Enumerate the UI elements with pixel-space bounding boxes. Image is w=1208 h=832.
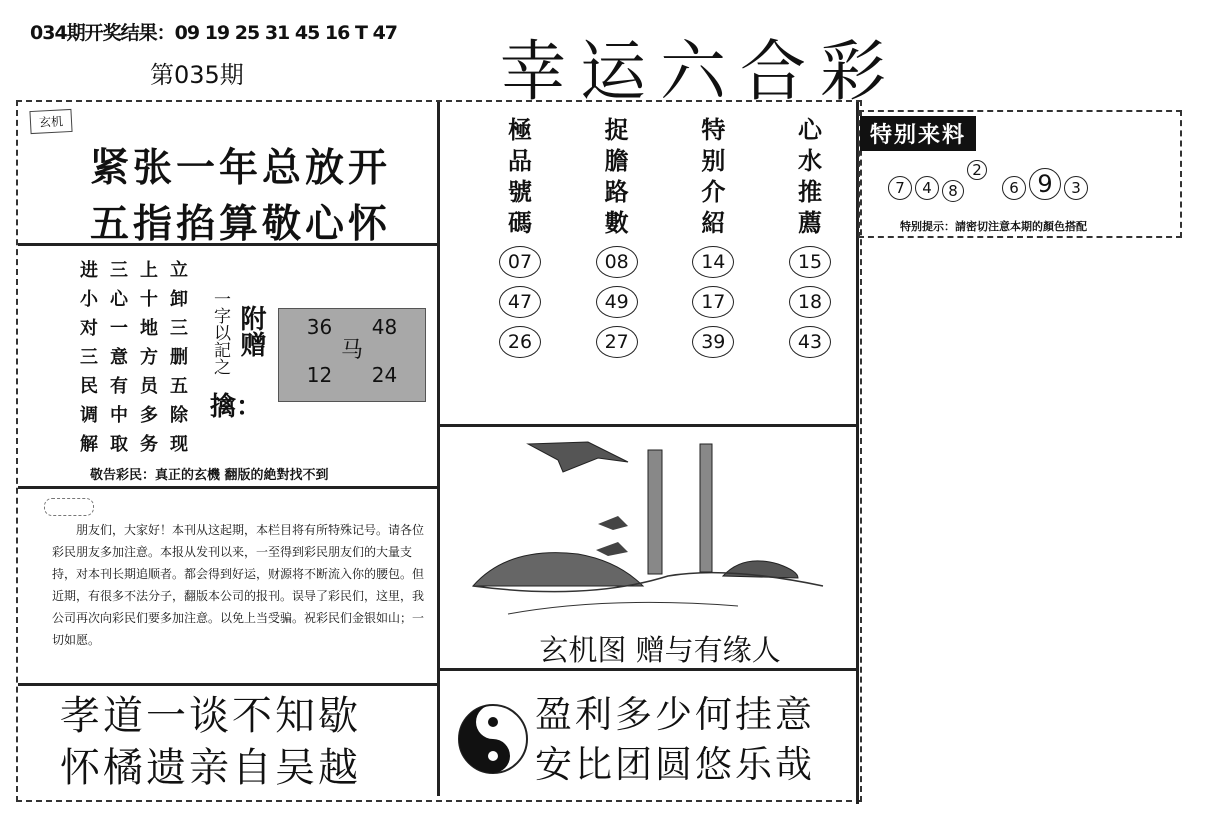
hill-left (473, 553, 643, 586)
poem-left-bottom-line2: 怀橘遗亲自吴越 (60, 745, 361, 791)
special-numbers (888, 160, 1148, 200)
riddle-char: 十 (140, 289, 158, 310)
article-tag (44, 498, 94, 516)
riddle-char: 删 (170, 347, 188, 368)
riddle-char: 除 (170, 405, 188, 426)
special-number: 8 (942, 180, 964, 202)
riddle-char: 地 (140, 318, 158, 339)
riddle-char: 卸 (170, 289, 188, 310)
riddle-char: 民 (80, 376, 98, 397)
column-heading (495, 114, 545, 238)
mystery-picture (468, 436, 828, 616)
riddle-char: 有 (110, 376, 128, 397)
riddle-char: 对 (80, 318, 98, 339)
riddle-char: 三 (80, 347, 98, 368)
riddle-char: 意 (110, 347, 128, 368)
extra-label-text: 附赠 (236, 305, 266, 357)
lucky-number: 49 (596, 286, 638, 318)
poem-center-bottom (535, 690, 815, 790)
poem-center-bottom-line2: 安比团圆悠乐哉 (535, 743, 815, 786)
riddle-char: 方 (140, 347, 158, 368)
special-number: 3 (1064, 176, 1088, 200)
special-number: 4 (915, 176, 939, 200)
lucky-number: 27 (596, 326, 638, 358)
riddle-char: 三 (170, 318, 188, 339)
poem-left-bottom (60, 690, 361, 794)
column-heading-char: 紹 (701, 208, 726, 237)
column-heading-char: 碼 (508, 208, 532, 237)
bonus-number: 48 (371, 315, 398, 339)
number-column (592, 114, 642, 358)
special-number: 2 (967, 160, 987, 180)
poem-top (90, 140, 391, 252)
poem-top-line1: 紧张一年总放开 (90, 145, 392, 191)
riddle-char: 一 (110, 318, 128, 339)
poem-left-bottom-line1: 孝道一谈不知歇 (60, 693, 361, 739)
column-heading-char: 别 (701, 146, 726, 175)
divider-left-2 (18, 486, 438, 489)
bamboo-right (700, 444, 712, 572)
riddle-char: 务 (140, 434, 158, 455)
article-text: 朋友们，大家好！本刊从这起期，本栏目将有所特殊记号。请各位彩民朋友多加注意。本报从发刊以来，一至得到彩民朋友们的大量支持，对本刊长期追顺者。都会得到好运，财源将不断流入你的腰包。但近期，有很多不法分子，翻版本公司的报刊。误导了彩民们，这里，我公司再次向彩民们要多加注意。以免上当受骗。祝彩民们金银如山；一切如愿。 (52, 523, 425, 647)
riddle-char: 中 (110, 405, 128, 426)
column-heading-char: 極 (508, 115, 532, 144)
special-title: 特别来料 (860, 116, 976, 151)
riddle-char: 心 (110, 289, 128, 310)
special-number: 6 (1002, 176, 1026, 200)
lucky-number: 14 (692, 246, 734, 278)
extra-sub: 擒： (210, 392, 263, 422)
number-column (785, 114, 835, 358)
poem-center-bottom-line1: 盈利多少何挂意 (535, 693, 815, 736)
bonus-box (278, 308, 426, 402)
bamboo-left (648, 450, 662, 574)
extra-label (236, 305, 266, 357)
lucky-number: 47 (499, 286, 541, 318)
column-heading-char: 心 (797, 115, 822, 144)
bonus-zodiac: 马 (340, 338, 363, 363)
number-column (495, 114, 545, 358)
bonus-number: 24 (371, 363, 398, 387)
column-heading-char: 膽 (604, 146, 629, 175)
bonus-number: 12 (306, 363, 333, 387)
lucky-number: 17 (692, 286, 734, 318)
yin-yang-icon (456, 702, 530, 776)
riddle-char: 多 (140, 405, 158, 426)
special-number: 9 (1029, 168, 1061, 200)
riddle-char: 调 (80, 405, 98, 426)
divider-left-3 (18, 683, 438, 686)
column-heading-char: 號 (508, 177, 532, 206)
riddle-char: 上 (140, 260, 158, 281)
poem-top-line2: 五指掐算敬心怀 (90, 201, 392, 247)
column-heading-char: 推 (797, 177, 822, 206)
column-heading (592, 114, 642, 238)
column-heading (688, 114, 738, 238)
riddle-char: 员 (140, 376, 158, 397)
issue-number: 第035期 (150, 61, 244, 89)
riddle-char: 立 (170, 260, 188, 281)
divider-center-left (437, 102, 440, 796)
ground-line-2 (508, 602, 738, 614)
special-hint: 特别提示：請密切注意本期的顏色搭配 (900, 220, 1087, 233)
riddle-char: 五 (170, 376, 188, 397)
bird-small-2 (596, 542, 628, 556)
picture-caption: 玄机图 赠与有缘人 (539, 633, 781, 667)
section-tag: 玄机 (29, 109, 72, 134)
riddle-char: 解 (80, 434, 98, 455)
riddle-char: 进 (80, 260, 98, 281)
column-heading-char: 特 (701, 115, 726, 144)
column-heading-char: 介 (701, 177, 726, 206)
lucky-number: 15 (789, 246, 831, 278)
previous-result: 034期开奖结果：09 19 25 31 45 16 T 47 (30, 22, 398, 44)
riddle-note: 一字以記之 (210, 290, 230, 375)
special-number: 7 (888, 176, 912, 200)
bonus-number: 36 (306, 315, 333, 339)
lucky-number: 08 (596, 246, 638, 278)
column-heading (785, 114, 835, 238)
bird-large (528, 442, 628, 472)
riddle-char: 三 (110, 260, 128, 281)
column-heading-char: 品 (508, 146, 532, 175)
lucky-number: 07 (499, 246, 541, 278)
bird-small-1 (598, 516, 628, 530)
column-heading-char: 路 (604, 177, 629, 206)
number-columns (495, 114, 835, 358)
lucky-number: 43 (789, 326, 831, 358)
number-column (688, 114, 738, 358)
column-heading-char: 薦 (797, 208, 822, 237)
divider-center-1 (438, 424, 858, 427)
warning-text: 敬告彩民：真正的玄機 翻版的絶對找不到 (90, 468, 329, 483)
lucky-number: 39 (692, 326, 734, 358)
lucky-number: 18 (789, 286, 831, 318)
column-heading-char: 水 (797, 146, 822, 175)
riddle-char: 小 (80, 289, 98, 310)
page-title: 幸运六合彩 (500, 33, 900, 110)
column-heading-char: 數 (604, 208, 629, 237)
column-heading-char: 捉 (604, 115, 629, 144)
lucky-number: 26 (499, 326, 541, 358)
riddle-grid (80, 256, 200, 459)
riddle-char: 现 (170, 434, 188, 455)
riddle-char: 取 (110, 434, 128, 455)
